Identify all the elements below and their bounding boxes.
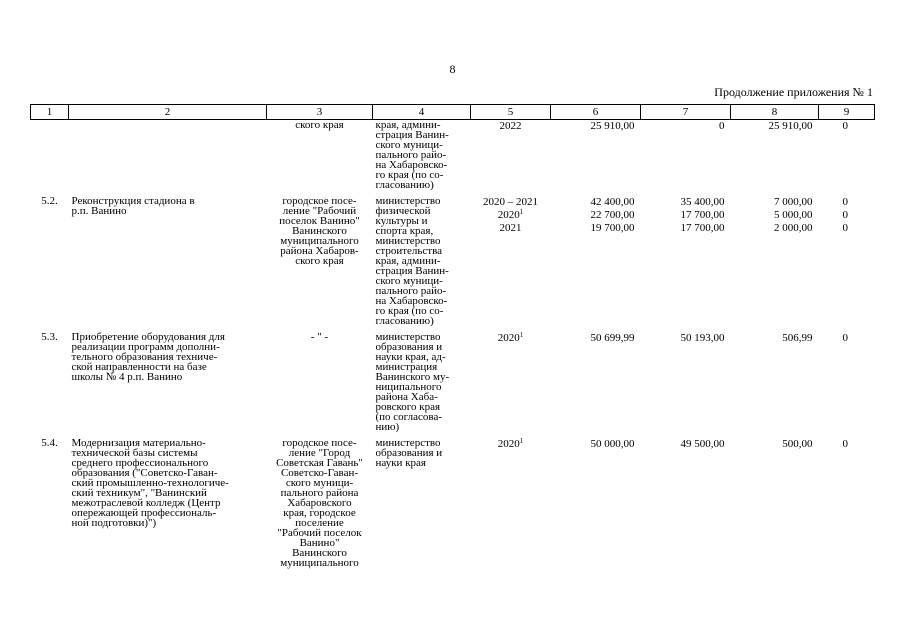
col-header-7: 7: [641, 105, 731, 120]
federal-amount-value: 17 700,00: [680, 209, 725, 221]
col-header-9: 9: [819, 105, 875, 120]
total-amount-value: 19 700,00: [590, 222, 635, 234]
total-amount-value: 25 910,00: [590, 120, 635, 132]
appendix-continuation-label: Продолжение приложения № 1: [714, 85, 873, 99]
other-amount-value: 0: [842, 332, 848, 344]
row-number: 5.2.: [41, 195, 58, 207]
federal-amount-value: 0: [719, 120, 725, 132]
regional-amount-value: 5 000,00: [774, 209, 813, 221]
other-amount: [819, 190, 875, 326]
table-row: [31, 432, 875, 568]
col-header-8: 8: [731, 105, 819, 120]
years-value: 2020 – 2021: [483, 196, 538, 208]
years-value: 2021: [499, 222, 522, 234]
total-amount: [551, 120, 641, 191]
executor: ского края: [295, 119, 344, 131]
regional-amount-value: 500,00: [782, 438, 813, 450]
years: [471, 120, 551, 191]
total-amount-value: 22 700,00: [590, 209, 635, 221]
header-row: [31, 105, 875, 120]
years-value: 2020$^1$: [497, 331, 524, 344]
regional-amount: [731, 120, 819, 191]
federal-amount: [641, 120, 731, 191]
regional-amount: [731, 432, 819, 568]
footnote-mark: 1: [519, 208, 524, 216]
page-number: 8: [449, 62, 456, 76]
other-amount-value: 0: [842, 438, 848, 450]
col-header-2: 2: [69, 105, 267, 120]
regional-amount-value: 506,99: [782, 332, 813, 344]
col-header-3: 3: [267, 105, 373, 120]
regional-amount: [731, 190, 819, 326]
co-executor: министерство образования и науки края, ад- министрация Ванинского му- ниципального района Хаба- ровского края (по согласова- нию): [375, 331, 450, 433]
regional-amount-value: 2 000,00: [774, 222, 813, 234]
federal-amount-value: 17 700,00: [680, 222, 725, 234]
table-row: [31, 326, 875, 432]
executor: городское посе- ление "Город Советская Гавань" Советско-Гаван- ского муници- пального района Хабаровского края, городское поселение "Рабочий поселок Ванино" Ванинского муниципального: [276, 437, 363, 569]
years-value: 2022: [499, 120, 522, 132]
other-amount: [819, 432, 875, 568]
total-amount-value: 50 699,99: [590, 332, 635, 344]
regional-amount: [731, 326, 819, 432]
executor: городское посе- ление "Рабочий поселок Ванино" Ванинского муниципального района Хабаров- ского края: [279, 195, 360, 267]
co-executor: министерство образования и науки края: [375, 437, 443, 469]
federal-amount-value: 35 400,00: [680, 196, 725, 208]
other-amount-value: 0: [842, 222, 848, 234]
other-amount-value: 0: [842, 196, 848, 208]
years: [471, 190, 551, 326]
other-amount: [819, 120, 875, 191]
footnote-mark: 1: [519, 437, 524, 445]
other-amount: [819, 326, 875, 432]
measure-name: Реконструкция стадиона в р.п. Ванино: [71, 195, 195, 217]
federal-amount: [641, 432, 731, 568]
total-amount-value: 42 400,00: [590, 196, 635, 208]
regional-amount-value: 7 000,00: [774, 196, 813, 208]
measure-name: Приобретение оборудования для реализации программ дополни- тельного образования техниче- ской направленности на базе школы № 4 р.п. Ванино: [71, 331, 225, 383]
col-header-4: 4: [373, 105, 471, 120]
program-table: [30, 104, 875, 568]
col-header-6: 6: [551, 105, 641, 120]
years: [471, 326, 551, 432]
other-amount-value: 0: [842, 209, 848, 221]
row-number: 5.3.: [41, 331, 58, 343]
row-number: 5.4.: [41, 437, 58, 449]
table-row: [31, 120, 875, 191]
years: [471, 432, 551, 568]
col-header-5: 5: [471, 105, 551, 120]
years-value: 2020$^1$: [497, 208, 524, 221]
executor: - " -: [310, 331, 329, 343]
measure-name: Модернизация материально- технической базы системы среднего профессионального образования ("Советско-Гаван- ский промышленно-технологиче- ский техникум", "Ванинский межотраслевой колледж (Центр опережающей профессиональ- ной подготовки)"): [71, 437, 229, 529]
total-amount: [551, 432, 641, 568]
federal-amount-value: 49 500,00: [680, 438, 725, 450]
footnote-mark: 1: [519, 331, 524, 339]
measure-name: [69, 120, 267, 191]
federal-amount-value: 50 193,00: [680, 332, 725, 344]
total-amount: [551, 190, 641, 326]
row-number: [31, 120, 69, 191]
col-header-1: 1: [31, 105, 69, 120]
regional-amount-value: 25 910,00: [768, 120, 813, 132]
co-executor: министерство физической культуры и спорта края, министерство строительства края, админи- страция Ванин- ского муници- пального райо- на Хабаровско- го края (по со- гласованию): [375, 195, 449, 327]
total-amount: [551, 326, 641, 432]
years-value: 2020$^1$: [497, 437, 524, 450]
co-executor: края, админи- страция Ванин- ского муници- пального райо- на Хабаровско- го края (по со- гласованию): [375, 119, 449, 191]
other-amount-value: 0: [842, 120, 848, 132]
federal-amount: [641, 326, 731, 432]
federal-amount: [641, 190, 731, 326]
total-amount-value: 50 000,00: [590, 438, 635, 450]
table-row: [31, 190, 875, 326]
